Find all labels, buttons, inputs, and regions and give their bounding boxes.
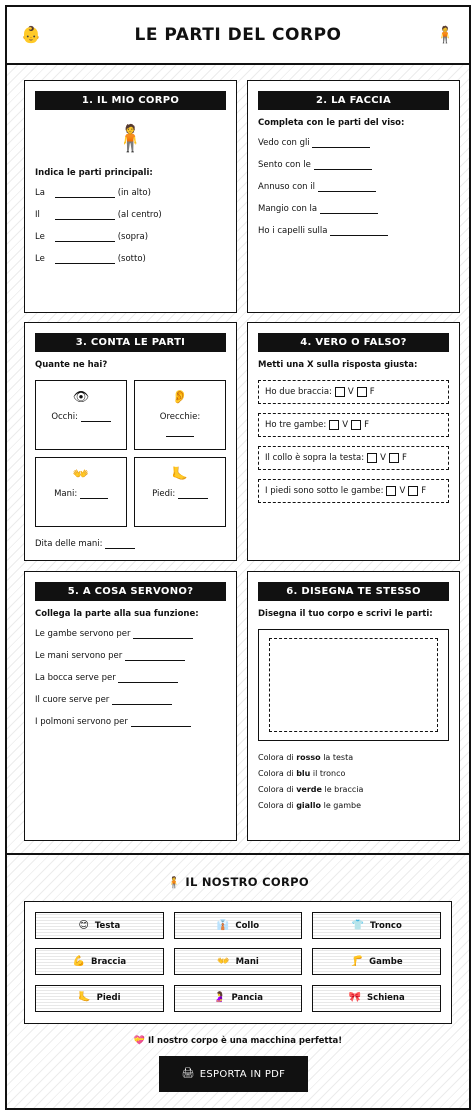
card-title: 4. VERO O FALSO? — [258, 333, 449, 352]
fill-row: I polmoni servono per — [35, 717, 226, 727]
tag-pancia[interactable]: 🤰 Pancia — [174, 985, 303, 1012]
answer-blank[interactable] — [125, 652, 185, 661]
ear-icon: 👂 — [171, 390, 189, 405]
page-title: LE PARTI DEL CORPO — [134, 25, 342, 45]
eye-icon: 👁 — [72, 390, 90, 405]
false-checkbox[interactable] — [389, 453, 399, 463]
count-box-piedi: 🦶 Piedi: — [134, 457, 226, 527]
person-standing-icon: 🧍 — [435, 25, 455, 44]
false-checkbox[interactable] — [351, 420, 361, 430]
printer-icon: 🖨 — [181, 1068, 195, 1079]
leg-icon: 🦵 — [350, 955, 364, 967]
foot-icon: 🦶 — [78, 992, 91, 1004]
answer-blank[interactable] — [312, 139, 370, 148]
true-false-row: I piedi sono sotto le gambe: V F — [258, 479, 449, 503]
card-title: 5. A COSA SERVONO? — [35, 582, 226, 601]
answer-blank[interactable] — [55, 233, 115, 242]
answer-blank[interactable] — [178, 490, 208, 499]
answer-blank[interactable] — [131, 718, 191, 727]
card-conta-le-parti — [24, 322, 237, 561]
necktie-icon: 👔 — [216, 919, 230, 931]
answer-blank[interactable] — [55, 211, 115, 220]
footer-message: 💝 Il nostro corpo è una macchina perfetta! — [133, 1036, 343, 1046]
smile-icon: 😊 — [78, 919, 89, 931]
false-checkbox[interactable] — [357, 387, 367, 397]
answer-blank[interactable] — [55, 189, 115, 198]
answer-blank[interactable] — [81, 413, 111, 422]
card-title: 3. CONTA LE PARTI — [35, 333, 226, 352]
color-instruction: Colora di giallo le gambe — [258, 801, 362, 810]
tag-schiena[interactable]: 🎀 Schiena — [312, 985, 441, 1012]
card-la-faccia — [247, 80, 460, 313]
answer-blank[interactable] — [318, 183, 376, 192]
tag-collo[interactable]: 👔 Collo — [174, 912, 303, 939]
card-subtitle: Collega la parte alla sua funzione: — [35, 609, 199, 619]
foot-icon: 🦶 — [171, 467, 189, 482]
count-grid — [35, 380, 226, 527]
flexed-arm-icon: 💪 — [72, 955, 85, 967]
count-box-occhi: 👁 Occhi: — [35, 380, 127, 450]
person-standing-icon: 🧍 — [167, 876, 182, 889]
exercise-grid — [7, 65, 469, 855]
true-checkbox[interactable] — [335, 387, 345, 397]
true-checkbox[interactable] — [386, 486, 396, 496]
true-false-row: Ho due braccia: V F — [258, 380, 449, 404]
export-pdf-button[interactable]: 🖨 ESPORTA IN PDF — [159, 1056, 308, 1092]
fill-row: Le mani servono per — [35, 651, 226, 661]
drawing-area[interactable] — [258, 629, 449, 741]
drawing-frame — [269, 638, 438, 732]
open-hands-icon: 👐 — [72, 467, 90, 482]
baby-icon: 👶 — [21, 25, 41, 44]
card-a-cosa-servono — [24, 571, 237, 841]
card-disegna-te-stesso — [247, 571, 460, 841]
worksheet — [5, 5, 471, 1110]
false-checkbox[interactable] — [408, 486, 418, 496]
color-instruction: Colora di rosso la testa — [258, 753, 354, 762]
color-instruction: Colora di blu il tronco — [258, 769, 346, 778]
tag-braccia[interactable]: 💪 Braccia — [35, 948, 164, 975]
fill-row: Ho i capelli sulla — [258, 226, 449, 236]
count-box-mani: 👐 Mani: — [35, 457, 127, 527]
fill-row: Annuso con il — [258, 182, 449, 192]
answer-blank[interactable] — [320, 205, 378, 214]
card-title: 2. LA FACCIA — [258, 91, 449, 110]
ribbon-icon: 🎀 — [348, 992, 362, 1004]
true-checkbox[interactable] — [329, 420, 339, 430]
fill-row: Vedo con gli — [258, 138, 449, 148]
card-subtitle: Disegna il tuo corpo e scrivi le parti: — [258, 609, 433, 619]
true-false-row: Il collo è sopra la testa: V F — [258, 446, 449, 470]
answer-blank[interactable] — [118, 674, 178, 683]
open-hands-icon: 👐 — [217, 955, 230, 967]
answer-blank[interactable] — [80, 490, 108, 499]
person-standing-icon: 🧍 — [114, 124, 147, 154]
fill-row: Mangio con la — [258, 204, 449, 214]
answer-blank[interactable] — [314, 161, 372, 170]
count-box-orecchie: 👂 Orecchie: — [134, 380, 226, 450]
fill-row: Le gambe servono per — [35, 629, 226, 639]
fill-row: Le (sotto) — [35, 254, 146, 264]
card-title: 1. IL MIO CORPO — [35, 91, 226, 110]
answer-blank[interactable] — [105, 540, 135, 549]
card-subtitle: Metti una X sulla risposta giusta: — [258, 360, 418, 370]
card-subtitle: Quante ne hai? — [35, 360, 108, 370]
fill-row: Dita delle mani: — [35, 539, 226, 549]
tag-gambe[interactable]: 🦵 Gambe — [312, 948, 441, 975]
card-subtitle: Indica le parti principali: — [35, 168, 153, 178]
color-instruction: Colora di verde le braccia — [258, 785, 364, 794]
tshirt-icon: 👕 — [351, 919, 364, 931]
card-title: 6. DISEGNA TE STESSO — [258, 582, 449, 601]
true-checkbox[interactable] — [367, 453, 377, 463]
answer-blank[interactable] — [55, 255, 115, 264]
tag-testa[interactable]: 😊 Testa — [35, 912, 164, 939]
tag-tronco[interactable]: 👕 Tronco — [312, 912, 441, 939]
fill-row: Le (sopra) — [35, 232, 149, 242]
belly-icon: 🤰 — [213, 992, 226, 1004]
answer-blank[interactable] — [166, 428, 194, 437]
fill-row: La (in alto) — [35, 188, 151, 198]
heart-gift-icon: 💝 — [133, 1036, 146, 1046]
card-vero-o-falso — [247, 322, 460, 561]
header — [7, 7, 469, 65]
fill-row: La bocca serve per — [35, 673, 226, 683]
fill-row: Il (al centro) — [35, 210, 162, 220]
answer-blank[interactable] — [133, 630, 193, 639]
true-false-row: Ho tre gambe: V F — [258, 413, 449, 437]
answer-blank[interactable] — [330, 227, 388, 236]
tag-mani[interactable]: 👐 Mani — [174, 948, 303, 975]
fill-row: Il cuore serve per — [35, 695, 226, 705]
body-parts-tags — [24, 901, 452, 1024]
answer-blank[interactable] — [112, 696, 172, 705]
tag-piedi[interactable]: 🦶 Piedi — [35, 985, 164, 1012]
card-il-mio-corpo — [24, 80, 237, 313]
fill-row: Sento con le — [258, 160, 449, 170]
section-title: 🧍 IL NOSTRO CORPO — [167, 875, 309, 889]
card-subtitle: Completa con le parti del viso: — [258, 118, 405, 128]
